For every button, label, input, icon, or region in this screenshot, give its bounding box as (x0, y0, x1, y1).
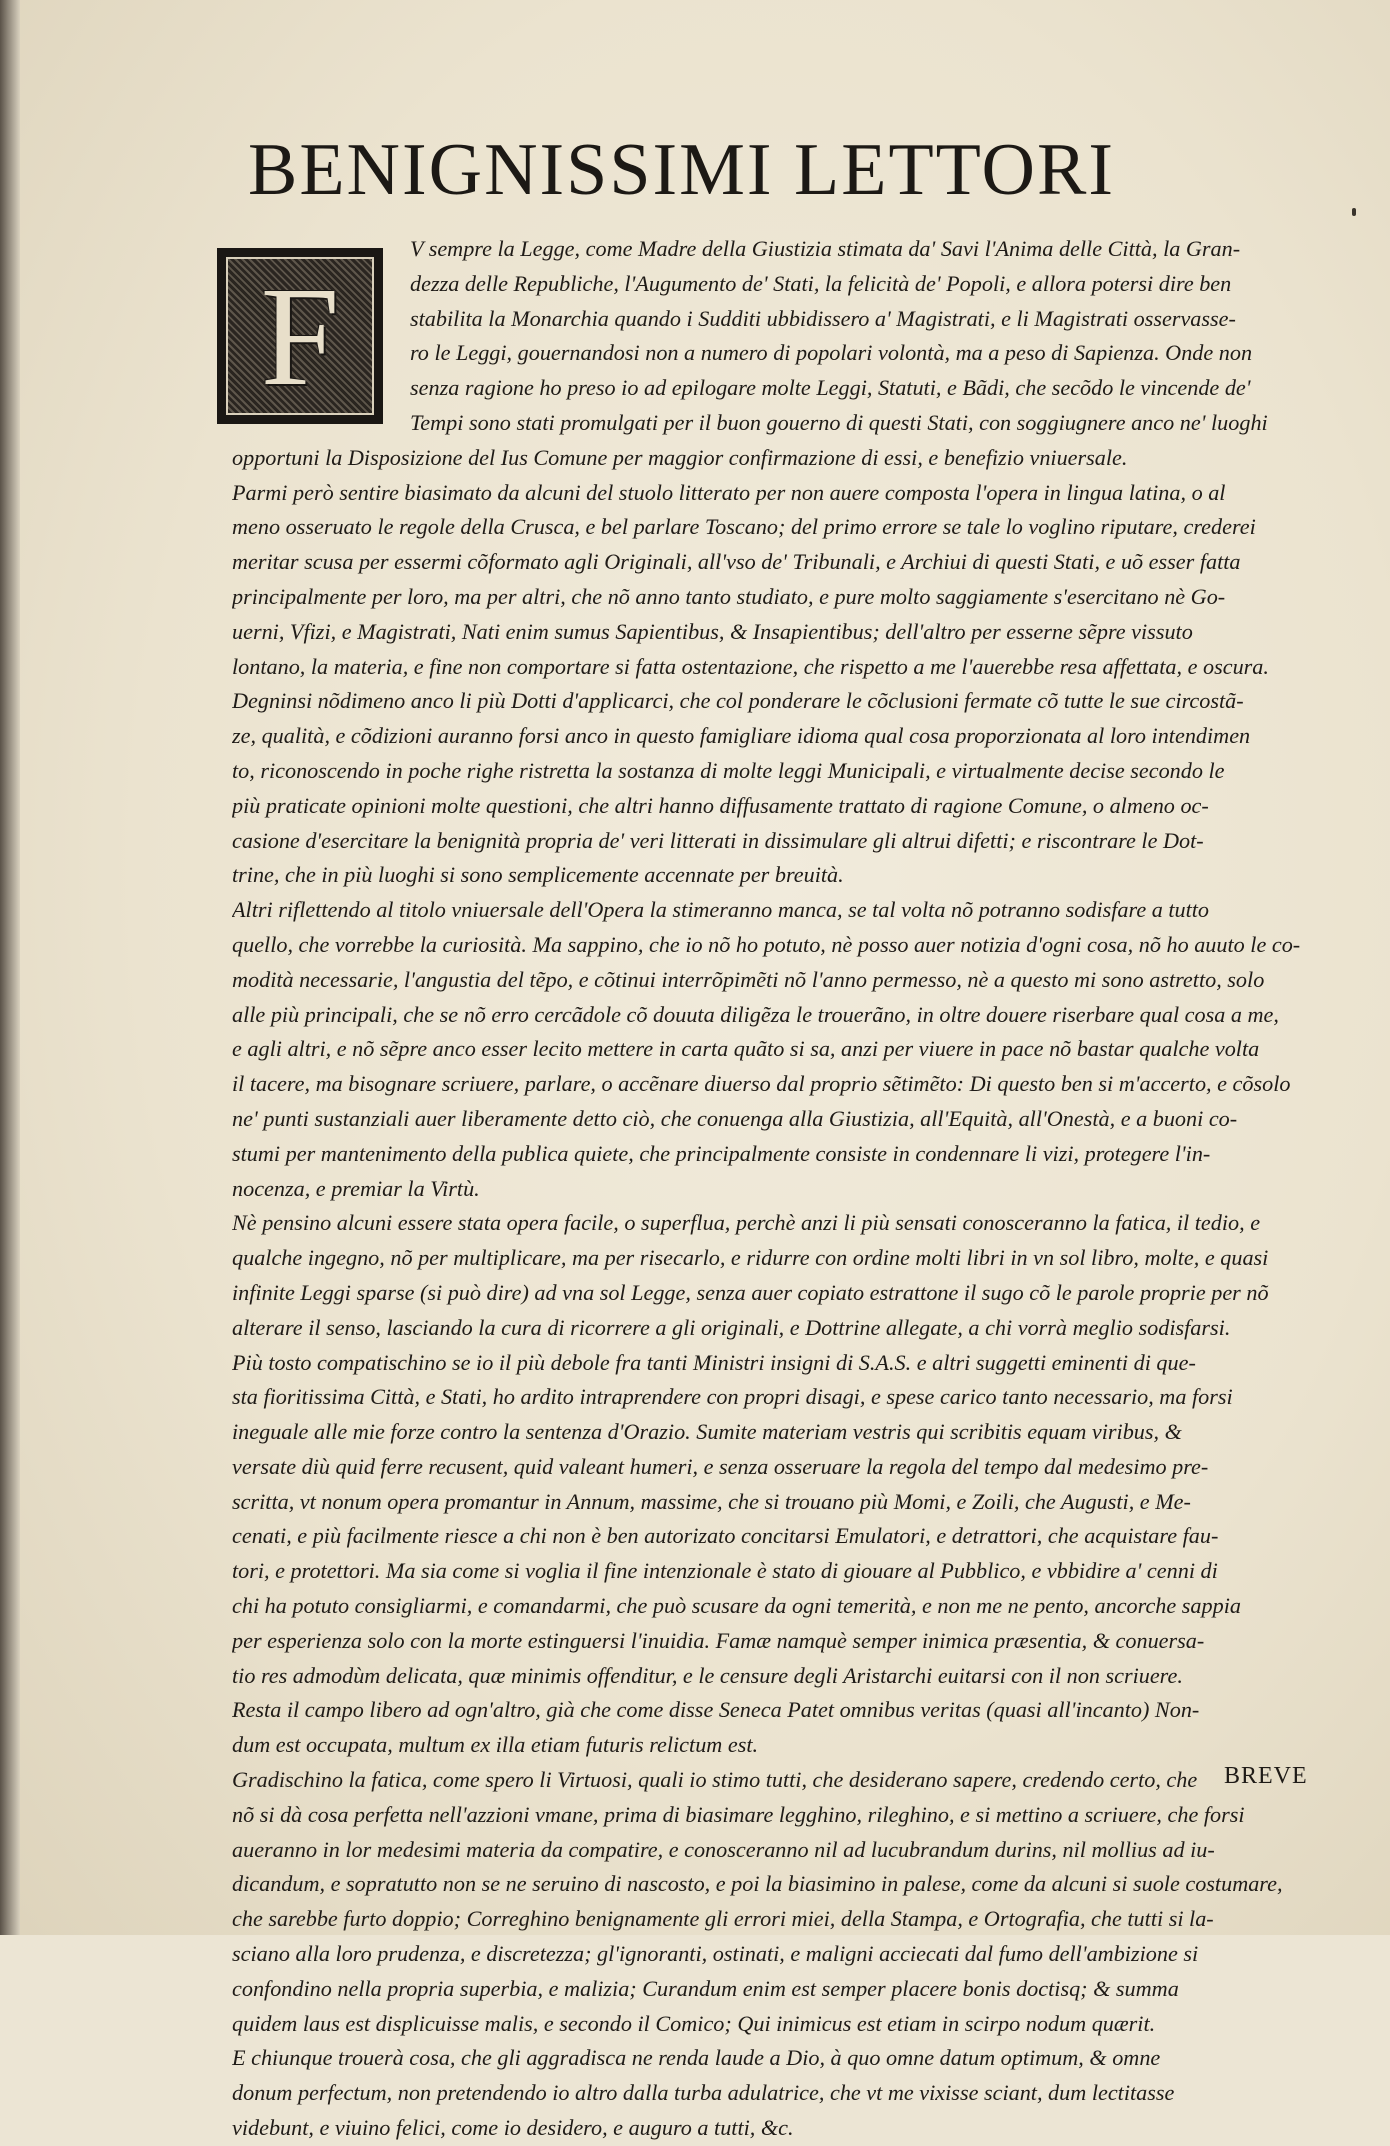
text-line: tori, e protettori. Ma sia come si voglia il fine intenzionale è stato di giouare al Pubblico, e vbbidire a' cenni di (232, 1558, 1218, 1584)
text-line: casione d'esercitare la benignità propria de' veri litterati in dissimulare gli altrui difetti; e riscontrare le Dot- (232, 827, 1204, 853)
text-line: videbunt, e viuino felici, come io desidero, e auguro a tutti, &c. (232, 2115, 794, 2141)
text-line: chi ha potuto consigliarmi, e comandarmi, che può scusare da ogni temerità, e non me ne pento, ancorche sappia (232, 1593, 1241, 1619)
text-line: il tacere, ma bisognare scriuere, parlare, o accẽnare diuerso dal proprio sẽtimẽto: Di questo ben si m'accerto, e cõsolo (232, 1071, 1291, 1097)
text-line: Parmi però sentire biasimato da alcuni del stuolo litterato per non auere composta l'opera in lingua latina, o al (232, 479, 1226, 505)
text-line: più praticate opinioni molte questioni, che altri hanno diffusamente trattato di ragione Comune, o almeno oc- (232, 792, 1209, 818)
text-line: to, riconoscendo in poche righe ristretta la sostanza di molte leggi Municipali, e virtualmente decise secondo le (232, 757, 1225, 783)
text-line: Degninsi nõdimeno anco li più Dotti d'applicarci, che col ponderare le cõclusioni fermate cõ tutte le sue circostã- (232, 688, 1244, 714)
text-line: donum perfectum, non pretendendo io altro dalla turba adulatrice, che vt me vixisse sciant, dum lectitasse (232, 2080, 1175, 2106)
text-line: Più tosto compatischino se io il più debole fra tanti Ministri insigni di S.A.S. e altri suggetti eminenti di que- (232, 1349, 1196, 1375)
text-line: principalmente per loro, ma per altri, che nõ anno tanto studiato, e pure molto saggiamente s'esercitano nè Go- (232, 583, 1226, 609)
text-line: cenati, e più facilmente riesce a chi non è ben autorizato concitarsi Emulatori, e detrattori, che acquistare fau- (232, 1523, 1219, 1549)
text-line: sciano alla loro prudenza, e discretezza; gl'ignoranti, ostinati, e maligni acciecati dal fumo dell'ambizione si (232, 1941, 1199, 1967)
initial-letter: F (260, 257, 340, 415)
text-line: alterare il senso, lasciando la cura di ricorrere a gli originali, e Dottrine allegate, a chi vorrà meglio sodisfarsi. (232, 1314, 1231, 1340)
text-line: tio res admodùm delicata, quæ minimis offenditur, e le censure degli Aristarchi euitarsi con il non scriuere. (232, 1662, 1183, 1688)
text-line: dicandum, e sopratutto non se ne seruino di nascosto, e poi la biasimino in palese, come da alcuni si suole costumare, (232, 1871, 1283, 1897)
text-line: alle più principali, che se nõ erro cercãdole cõ douuta diligẽza le trouerãno, in oltre douere riserbare qual cosa a me, (232, 1001, 1279, 1027)
text-line: Gradischino la fatica, come spero li Virtuosi, quali io stimo tutti, che desiderano sapere, credendo certo, che (232, 1767, 1198, 1793)
text-line: Resta il campo libero ad ogn'altro, già che come disse Seneca Patet omnibus veritas (quasi all'incanto) Non- (232, 1697, 1200, 1723)
text-line: Altri riflettendo al titolo vniuersale dell'Opera la stimeranno manca, se tal volta nõ potranno sodisfare a tutto (232, 897, 1210, 923)
text-line: per esperienza solo con la morte estinguersi l'inuidia. Famæ namquè semper inimica præsentia, & conuersa- (232, 1627, 1205, 1653)
page-gutter-shadow (0, 0, 20, 1935)
text-line: quidem laus est displicuisse malis, e secondo il Comico; Qui inimicus est etiam in scirpo nodum quærit. (232, 2010, 1156, 2036)
catchword: BREVE (1224, 1763, 1308, 1789)
text-line: meritar scusa per essermi cõformato agli Originali, all'vso de' Tribunali, e Archiui di questi Stati, e uõ esser fatta (232, 549, 1241, 575)
text-line: Nè pensino alcuni essere stata opera facile, o superflua, perchè anzi li più sensati conosceranno la fatica, il tedio, e (232, 1210, 1261, 1236)
text-line: Tempi sono stati promulgati per il buon gouerno di questi Stati, con soggiugnere anco ne' luoghi (410, 409, 1268, 435)
text-line: meno osseruato le regole della Crusca, e bel parlare Toscano; del primo errore se tale lo voglino riputare, crederei (232, 514, 1256, 540)
text-line: senza ragione ho preso io ad epilogare molte Leggi, Statuti, e Bãdi, che secõdo le vincende de' (410, 375, 1251, 401)
text-line: uerni, Vfizi, e Magistrati, Nati enim sumus Sapientibus, & Insapientibus; dell'altro per esserne sẽpre vissuto (232, 618, 1193, 644)
text-line: modità necessarie, l'angustia del tẽpo, e cõtinui interrõpimẽti nõ l'anno permesso, nè a questo mi sono astretto, solo (232, 966, 1265, 992)
text-line: nõ si dà cosa perfetta nell'azzioni vmane, prima di biasimare legghino, rileghino, e si mettino a scriuere, che forsi (232, 1801, 1245, 1827)
text-line: e agli altri, e nõ sẽpre anco esser lecito mettere in carta quãto si sa, anzi per viuere in pace nõ bastar qualche volta (232, 1036, 1260, 1062)
page-edge-mark (1352, 208, 1356, 216)
text-line: confondino nella propria superbia, e malizia; Curandum enim est semper placere bonis doctisq; & summa (232, 1975, 1179, 2001)
text-line: quello, che vorrebbe la curiosità. Ma sappino, che io nõ ho potuto, nè posso auer notizia d'ogni cosa, nõ ho auuto le co- (232, 931, 1301, 957)
text-line: E chiunque trouerà cosa, che gli aggradisca ne renda laude a Dio, à quo omne datum optimum, & omne (232, 2045, 1161, 2071)
text-line: ze, qualità, e cõdizioni auranno forsi anco in questo famigliare idioma qual cosa proporzionata al loro intendimen (232, 723, 1251, 749)
text-line: dum est occupata, multum ex illa etiam futuris relictum est. (232, 1732, 759, 1758)
text-line: dezza delle Republiche, l'Augumento de' Stati, la felicità de' Popoli, e allora potersi dire ben (410, 270, 1232, 296)
text-line: qualche ingegno, nõ per multiplicare, ma per risecarlo, e ridurre con ordine molti libri in vn sol libro, molte, e quasi (232, 1245, 1269, 1271)
text-line: versate diù quid ferre recusent, quid valeant humeri, e senza osseruare la regola del tempo dal medesimo pre- (232, 1453, 1209, 1479)
text-line: sta fioritissima Città, e Stati, ho ardito intraprendere con propri disagi, e spese carico tanto necessario, ma forsi (232, 1384, 1233, 1410)
text-line: infinite Leggi sparse (si può dire) ad vna sol Legge, senza auer copiato estrattone il sugo cõ le parole proprie per nõ (232, 1279, 1269, 1305)
text-line: V sempre la Legge, come Madre della Giustizia stimata da' Savi l'Anima delle Città, la Gran- (410, 236, 1241, 261)
text-line: aueranno in lor medesimi materia da compatire, e conosceranno nil ad lucubrandum durins, nil mollius ad iu- (232, 1836, 1215, 1862)
text-line: che sarebbe furto doppio; Correghino benignamente gli errori miei, della Stampa, e Ortografia, che tutti si la- (232, 1906, 1214, 1932)
text-line: ineguale alle mie forze contro la sentenza d'Orazio. Sumite materiam vestris qui scribitis equam viribus, & (232, 1419, 1182, 1445)
page-title: BENIGNISSIMI LETTORI (248, 129, 1115, 211)
body-text (232, 232, 1342, 2146)
text-line: scritta, vt nonum opera promantur in Annum, massime, che si trouano più Momi, e Zoili, che Augusti, e Me- (232, 1488, 1191, 1514)
text-line: lontano, la materia, e fine non comportare si fatta ostentazione, che rispetto a me l'auerebbe resa affettata, e oscura. (232, 653, 1269, 679)
text-line: opportuni la Disposizione del Ius Comune per maggior confirmazione di essi, e benefizio vniuersale. (232, 444, 1128, 470)
text-line: nocenza, e premiar la Virtù. (232, 1175, 480, 1201)
text-line: ne' punti sustanziali auer liberamente detto ciò, che conuenga alla Giustizia, all'Equità, all'Onestà, e a buoni co- (232, 1105, 1238, 1131)
text-line: trine, che in più luoghi si sono semplicemente accennate per breuità. (232, 862, 844, 888)
text-line: stumi per mantenimento della publica quiete, che principalmente consiste in condennare li vizi, protegere l'in- (232, 1140, 1211, 1166)
text-line: stabilita la Monarchia quando i Sudditi ubbidissero a' Magistrati, e li Magistrati osservasse- (410, 305, 1236, 331)
text-line: ro le Leggi, gouernandosi non a numero di popolari volontà, ma a peso di Sapienza. Onde non (410, 340, 1253, 366)
